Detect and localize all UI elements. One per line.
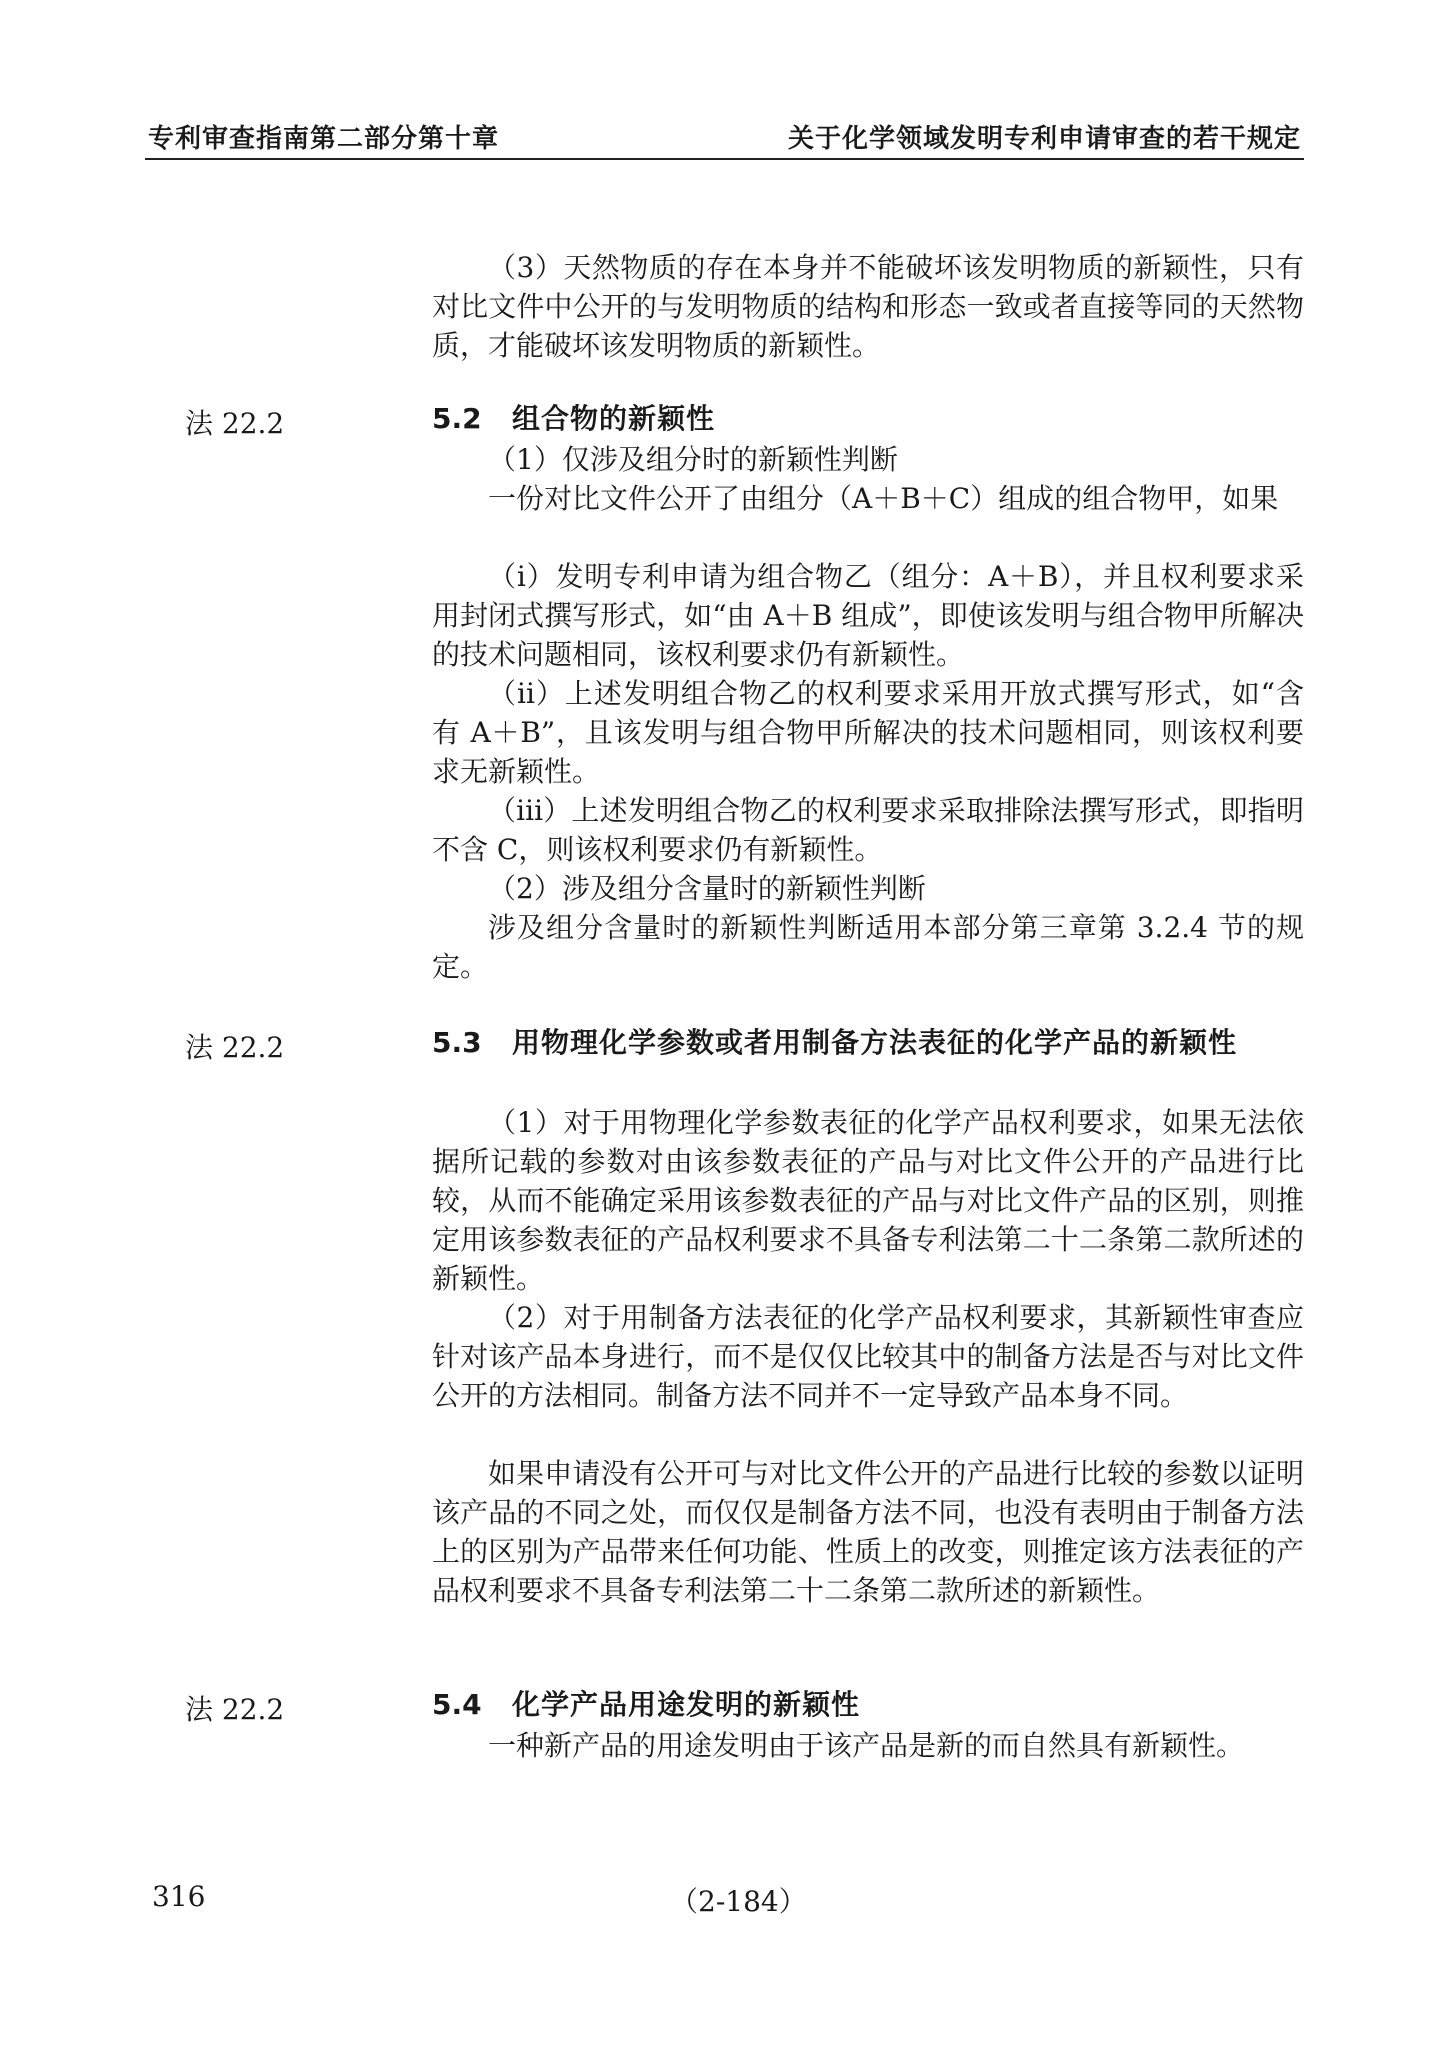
paragraph: （2）涉及组分含量时的新颖性判断	[488, 872, 926, 905]
paragraph: （ii）上述发明组合物乙的权利要求采用开放式撰写形式，如“含有 A＋B”，且该发明与组合物甲所解决的技术问题相同，则该权利要求无新颖性。	[432, 677, 1304, 788]
paragraph: （1）仅涉及组分时的新颖性判断	[488, 443, 898, 476]
paragraph: （1）对于用物理化学参数表征的化学产品权利要求，如果无法依据所记载的参数对由该参数表征的产品与对比文件公开的产品进行比较，从而不能确定采用该参数表征的产品与对比文件产品的区别，则推定用该参数表征的产品权利要求不具备专利法第二十二条第二款所述的新颖性。	[432, 1106, 1304, 1295]
header-rule	[145, 158, 1304, 160]
header-left: 专利审查指南第二部分第十章	[148, 124, 500, 154]
section-number-5-3: 5.3	[432, 1026, 482, 1059]
page-code: （2-184）	[670, 1885, 807, 1918]
law-ref-5-3: 法 22.2	[185, 1031, 285, 1064]
header-right: 关于化学领域发明专利申请审查的若干规定	[787, 124, 1301, 154]
paragraph: （2）对于用制备方法表征的化学产品权利要求，其新颖性审查应针对该产品本身进行，而不是仅仅比较其中的制备方法是否与对比文件公开的方法相同。制备方法不同并不一定导致产品本身不同。	[432, 1301, 1304, 1412]
paragraph: 如果申请没有公开可与对比文件公开的产品进行比较的参数以证明该产品的不同之处，而仅仅是制备方法不同，也没有表明由于制备方法上的区别为产品带来任何功能、性质上的改变，则推定该方法表征的产品权利要求不具备专利法第二十二条第二款所述的新颖性。	[432, 1457, 1304, 1607]
section-title-5-4: 化学产品用途发明的新颖性	[512, 1688, 861, 1721]
section-number-5-4: 5.4	[432, 1688, 482, 1721]
paragraph: （iii）上述发明组合物乙的权利要求采取排除法撰写形式，即指明不含 C，则该权利要求仍有新颖性。	[432, 794, 1304, 866]
page-number: 316	[152, 1880, 206, 1913]
paragraph: 一份对比文件公开了由组分（A＋B＋C）组成的组合物甲，如果	[488, 482, 1279, 515]
law-ref-5-4: 法 22.2	[185, 1693, 285, 1726]
paragraph: （i）发明专利申请为组合物乙（组分：A＋B），并且权利要求采用封闭式撰写形式，如“由 A＋B 组成”，即使该发明与组合物甲所解决的技术问题相同，该权利要求仍有新颖性。	[432, 560, 1304, 671]
intro-paragraph: （3）天然物质的存在本身并不能破坏该发明物质的新颖性，只有对比文件中公开的与发明物质的结构和形态一致或者直接等同的天然物质，才能破坏该发明物质的新颖性。	[432, 251, 1304, 362]
section-number-5-2: 5.2	[432, 402, 482, 435]
paragraph: 一种新产品的用途发明由于该产品是新的而自然具有新颖性。	[488, 1729, 1245, 1762]
law-ref-5-2: 法 22.2	[185, 407, 285, 440]
section-title-5-2: 组合物的新颖性	[512, 402, 716, 435]
paragraph: 涉及组分含量时的新颖性判断适用本部分第三章第 3.2.4 节的规定。	[432, 911, 1304, 983]
section-title-5-3: 用物理化学参数或者用制备方法表征的化学产品的新颖性	[512, 1026, 1238, 1059]
